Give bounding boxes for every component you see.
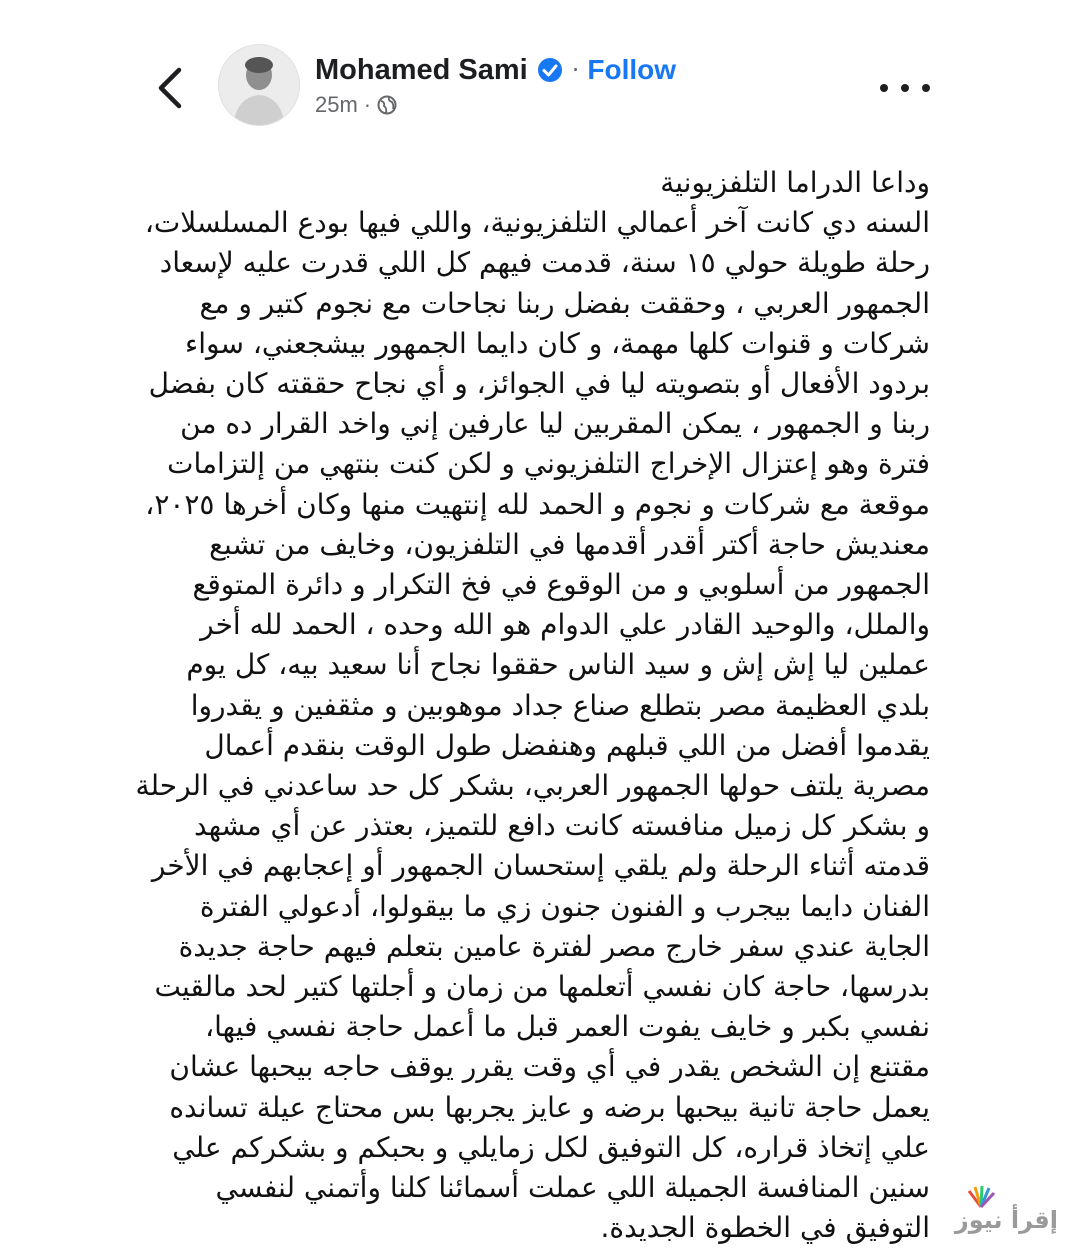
back-button[interactable]: [145, 60, 195, 116]
post-text-line: مقتنع إن الشخص يقدر في أي وقت يقرر يوقف حاجه بيحبها عشان: [169, 1050, 930, 1084]
avatar-photo: [219, 45, 299, 125]
post-text-line: عملين ليا إش إش و سيد الناس حققوا نجاح أنا سعيد بيه، كل يوم: [186, 648, 930, 682]
post-text-line: مصرية يلتف حولها الجمهور العربي، بشكر كل حد ساعدني في الرحلة: [135, 769, 930, 803]
verified-badge-icon: [536, 56, 564, 84]
post-text-line: سنين المنافسة الجميلة اللي عملت أسمائنا كلنا وأتمني لنفسي: [215, 1171, 930, 1205]
globe-icon: [377, 95, 397, 115]
post-text-line: ربنا و الجمهور ، يمكن المقربين ليا عارفين إني واخد القرار ده من: [180, 407, 930, 441]
post-text-line: التوفيق في الخطوة الجديدة.: [600, 1211, 930, 1245]
post-body: [135, 163, 930, 1248]
follow-button[interactable]: Follow: [587, 54, 677, 85]
post-text-line: علي إتخاذ قراره، كل التوفيق لكل زمايلي و بحبكم و بشكركم علي: [172, 1130, 930, 1164]
post-text-line: الفنان دايما بيجرب و الفنون جنون زي ما بيقولوا، أدعولي الفترة: [199, 889, 930, 923]
post-header: [0, 0, 1080, 150]
more-options-button[interactable]: [880, 70, 930, 106]
post-text-line: قدمته أثناء الرحلة ولم يلقي إستحسان الجمهور أو إعجابهم في الأخر: [151, 849, 930, 883]
post-meta: [315, 92, 397, 118]
more-horizontal-icon: [880, 84, 888, 92]
post-text-line: نفسي بكبر و خايف يفوت العمر قبل ما أعمل حاجة نفسي فيها،: [205, 1010, 930, 1044]
post-text-line: السنه دي كانت آخر أعمالي التلفزيونية، واللي فيها بودع المسلسلات،: [144, 206, 930, 240]
post-time[interactable]: 25m: [315, 92, 358, 117]
author-name[interactable]: Mohamed Sami: [315, 53, 528, 86]
post-text-line: رحلة طويلة حولي ١٥ سنة، قدمت فيهم كل اللي قدرت عليه لإسعاد: [159, 246, 930, 280]
post-text-line: و بشكر كل زميل منافسته كانت دافع للتميز، بعتذر عن أي مشهد: [194, 809, 930, 843]
post-text-line: يقدموا أفضل من اللي قبلهم وهنفضل طول الوقت بنقدم أعمال: [204, 728, 930, 762]
post-text-line: الجمهور من أسلوبي و من الوقوع في فخ التكرار و دائرة المتوقع: [192, 568, 930, 602]
post-text-line: معنديش حاجة أكتر أقدر أقدمها في التلفزيون، وخايف من تشبع: [209, 527, 930, 561]
post-text-line: موقعة مع شركات و نجوم و الحمد لله إنتهيت منها وكان أخرها ٢٠٢٥،: [145, 487, 930, 521]
post-text-line: فترة وهو إعتزال الإخراج التلفزيوني و لكن كنت بنتهي من إلتزامات: [167, 447, 930, 481]
watermark-logo: [948, 1185, 1068, 1240]
author-row: [315, 50, 676, 90]
post-text-line: والملل، والوحيد القادر علي الدوام هو الله وحده ، الحمد لله أخر: [200, 608, 930, 642]
meta-separator: ·: [363, 92, 372, 117]
post-text-line: بدرسها، حاجة كان نفسي أتعلمها من زمان و أجلتها كتير لحد مالقيت: [154, 970, 930, 1004]
post-title: وداعا الدراما التلفزيونية: [660, 166, 930, 199]
watermark-text: إقرأ نيوز: [954, 1206, 1058, 1234]
post-text-line: يعمل حاجة تانية بيحبها برضه و عايز يجربها بس محتاج عيلة تسانده: [169, 1090, 930, 1124]
post-text-line: بردود الأفعال أو بتصويته ليا في الجوائز، و أي نجاح حققته كان بفضل: [148, 367, 930, 401]
post-text-line: الجمهور العربي ، وحققت بفضل ربنا نجاحات مع نجوم كتير و مع: [199, 286, 930, 320]
avatar[interactable]: [218, 44, 300, 126]
post-text-line: بلدي العظيمة مصر بتطلع صناع جداد موهوبين و مثقفين و يقدروا: [190, 688, 930, 722]
post-text-line: شركات و قنوات كلها مهمة، و كان دايما الجمهور بيشجعني، سواء: [185, 326, 930, 360]
chevron-left-icon: [155, 66, 185, 110]
post-text-line: الجاية عندي سفر خارج مصر لفترة عامين بتعلم فيهم حاجة جديدة: [178, 929, 930, 963]
separator-dot: ·: [571, 56, 580, 84]
